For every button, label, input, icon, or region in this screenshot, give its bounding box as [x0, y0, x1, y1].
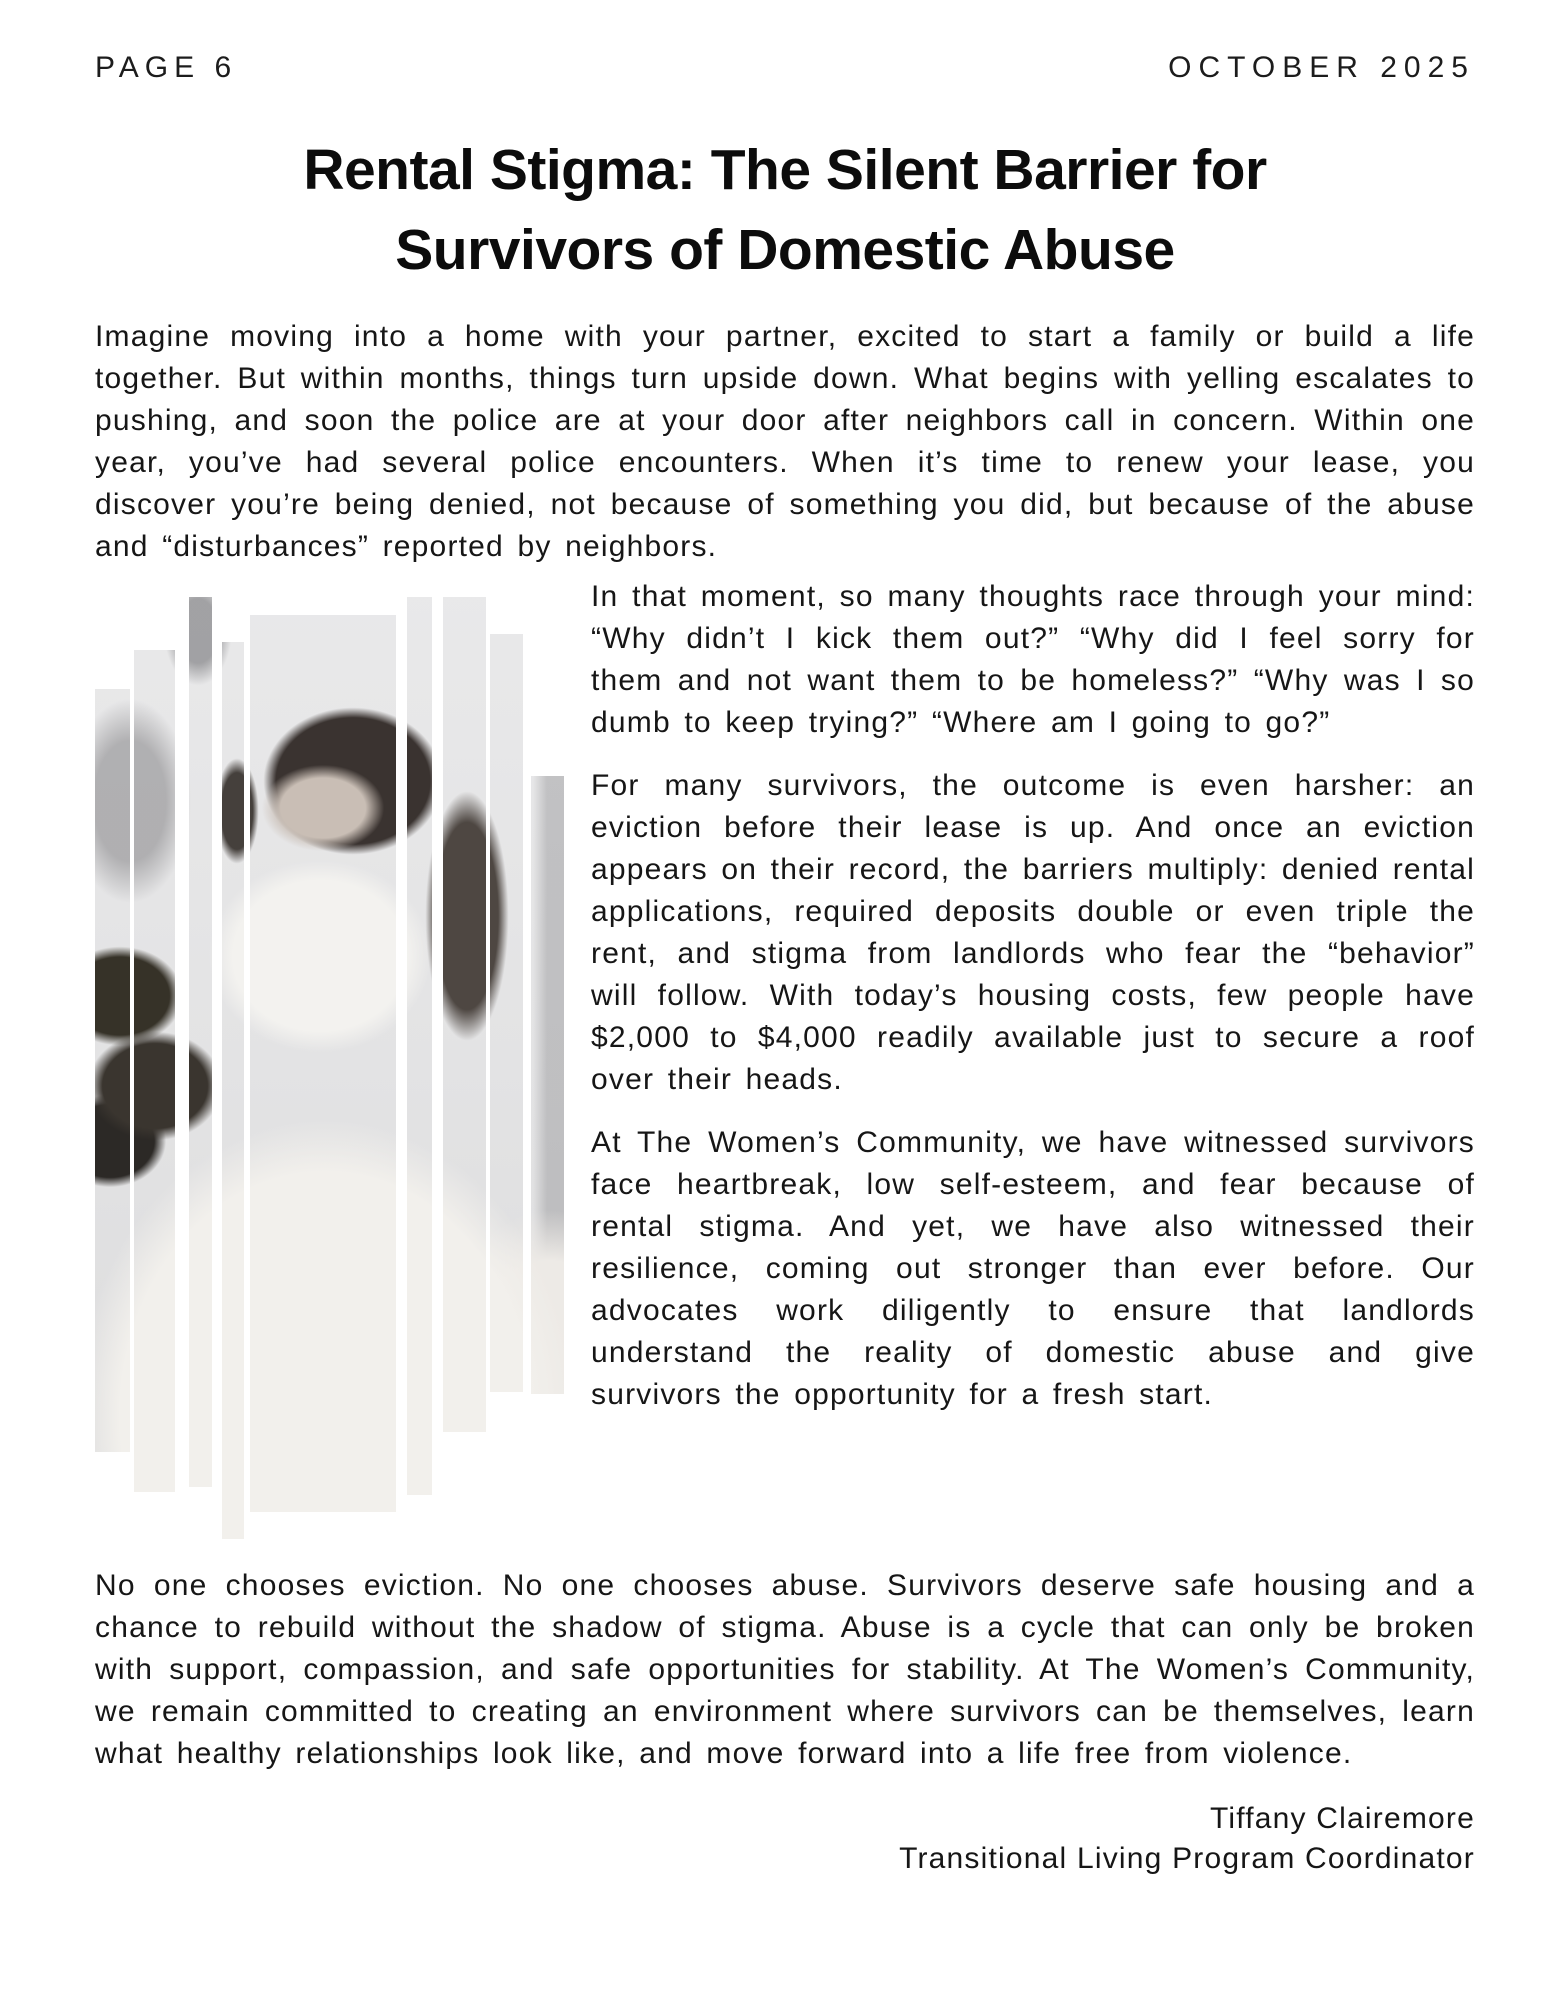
intro-paragraph: Imagine moving into a home with your partner, excited to start a family or build a life together. But within months, things turn upside down. What begins with yelling escalates to pushing, and soon the police are at your door after neighbors call in concern. Within one year, you’ve had several police encounters. When it’s time to renew your lease, you discover you’re being denied, not because of something you did, but because of the abuse and “disturbances” reported by neighbors.	[95, 320, 1475, 563]
right-column	[591, 576, 1475, 1551]
column-paragraph: At The Women’s Community, we have witnessed survivors face heartbreak, low self-esteem, and fear because of rental stigma. And yet, we have also witnessed their resilience, coming out stronger than ever before. Our advocates work diligently to ensure that landlords understand the reality of domestic abuse and give survivors the opportunity for a fresh start.	[591, 1126, 1475, 1411]
article-title-line-2: Survivors of Domestic Abuse	[395, 218, 1175, 282]
photo-strip	[407, 597, 432, 1495]
issue-date-label: OCTOBER 2025	[1168, 51, 1475, 84]
photo-strip	[531, 776, 564, 1394]
masthead	[95, 50, 1475, 86]
photo-strip	[134, 650, 175, 1492]
article-title-line-1: Rental Stigma: The Silent Barrier for	[303, 138, 1267, 202]
two-column-section	[95, 576, 1475, 1551]
photo-strip	[443, 597, 486, 1432]
closing-paragraph: No one chooses eviction. No one chooses abuse. Survivors deserve safe housing and a chance to rebuild without the shadow of stigma. Abuse is a cycle that can only be broken with support, compassion, and safe opportunities for stability. At The Women’s Community, we remain committed to creating an environment where survivors can be themselves, learn what healthy relationships look like, and move forward into a life free from violence.	[95, 1569, 1475, 1770]
photo-strip	[490, 634, 523, 1392]
photo-strip	[250, 615, 396, 1512]
signature-block	[95, 1799, 1475, 1879]
author-role: Transitional Living Program Coordinator	[899, 1842, 1475, 1875]
column-paragraph: In that moment, so many thoughts race through your mind: “Why didn’t I kick them out?” “Why did I feel sorry for them and not want them to be homeless?” “Why was I so dumb to keep trying?” “Where am I going to go?”	[591, 580, 1475, 739]
sliced-photo-collage	[95, 576, 565, 1551]
photo-strip	[189, 597, 212, 1487]
page-number-label: PAGE 6	[95, 51, 238, 84]
column-paragraph: For many survivors, the outcome is even harsher: an eviction before their lease is up. And once an eviction appears on their record, the barriers multiply: denied rental applications, required deposits double or even triple the rent, and stigma from landlords who fear the “behavior” will follow. With today’s housing costs, few people have $2,000 to $4,000 readily available just to secure a roof over their heads.	[591, 769, 1475, 1096]
photo-strip	[95, 689, 130, 1452]
author-name: Tiffany Clairemore	[1209, 1802, 1475, 1835]
photo-strip	[222, 642, 244, 1539]
article-title	[95, 130, 1475, 290]
